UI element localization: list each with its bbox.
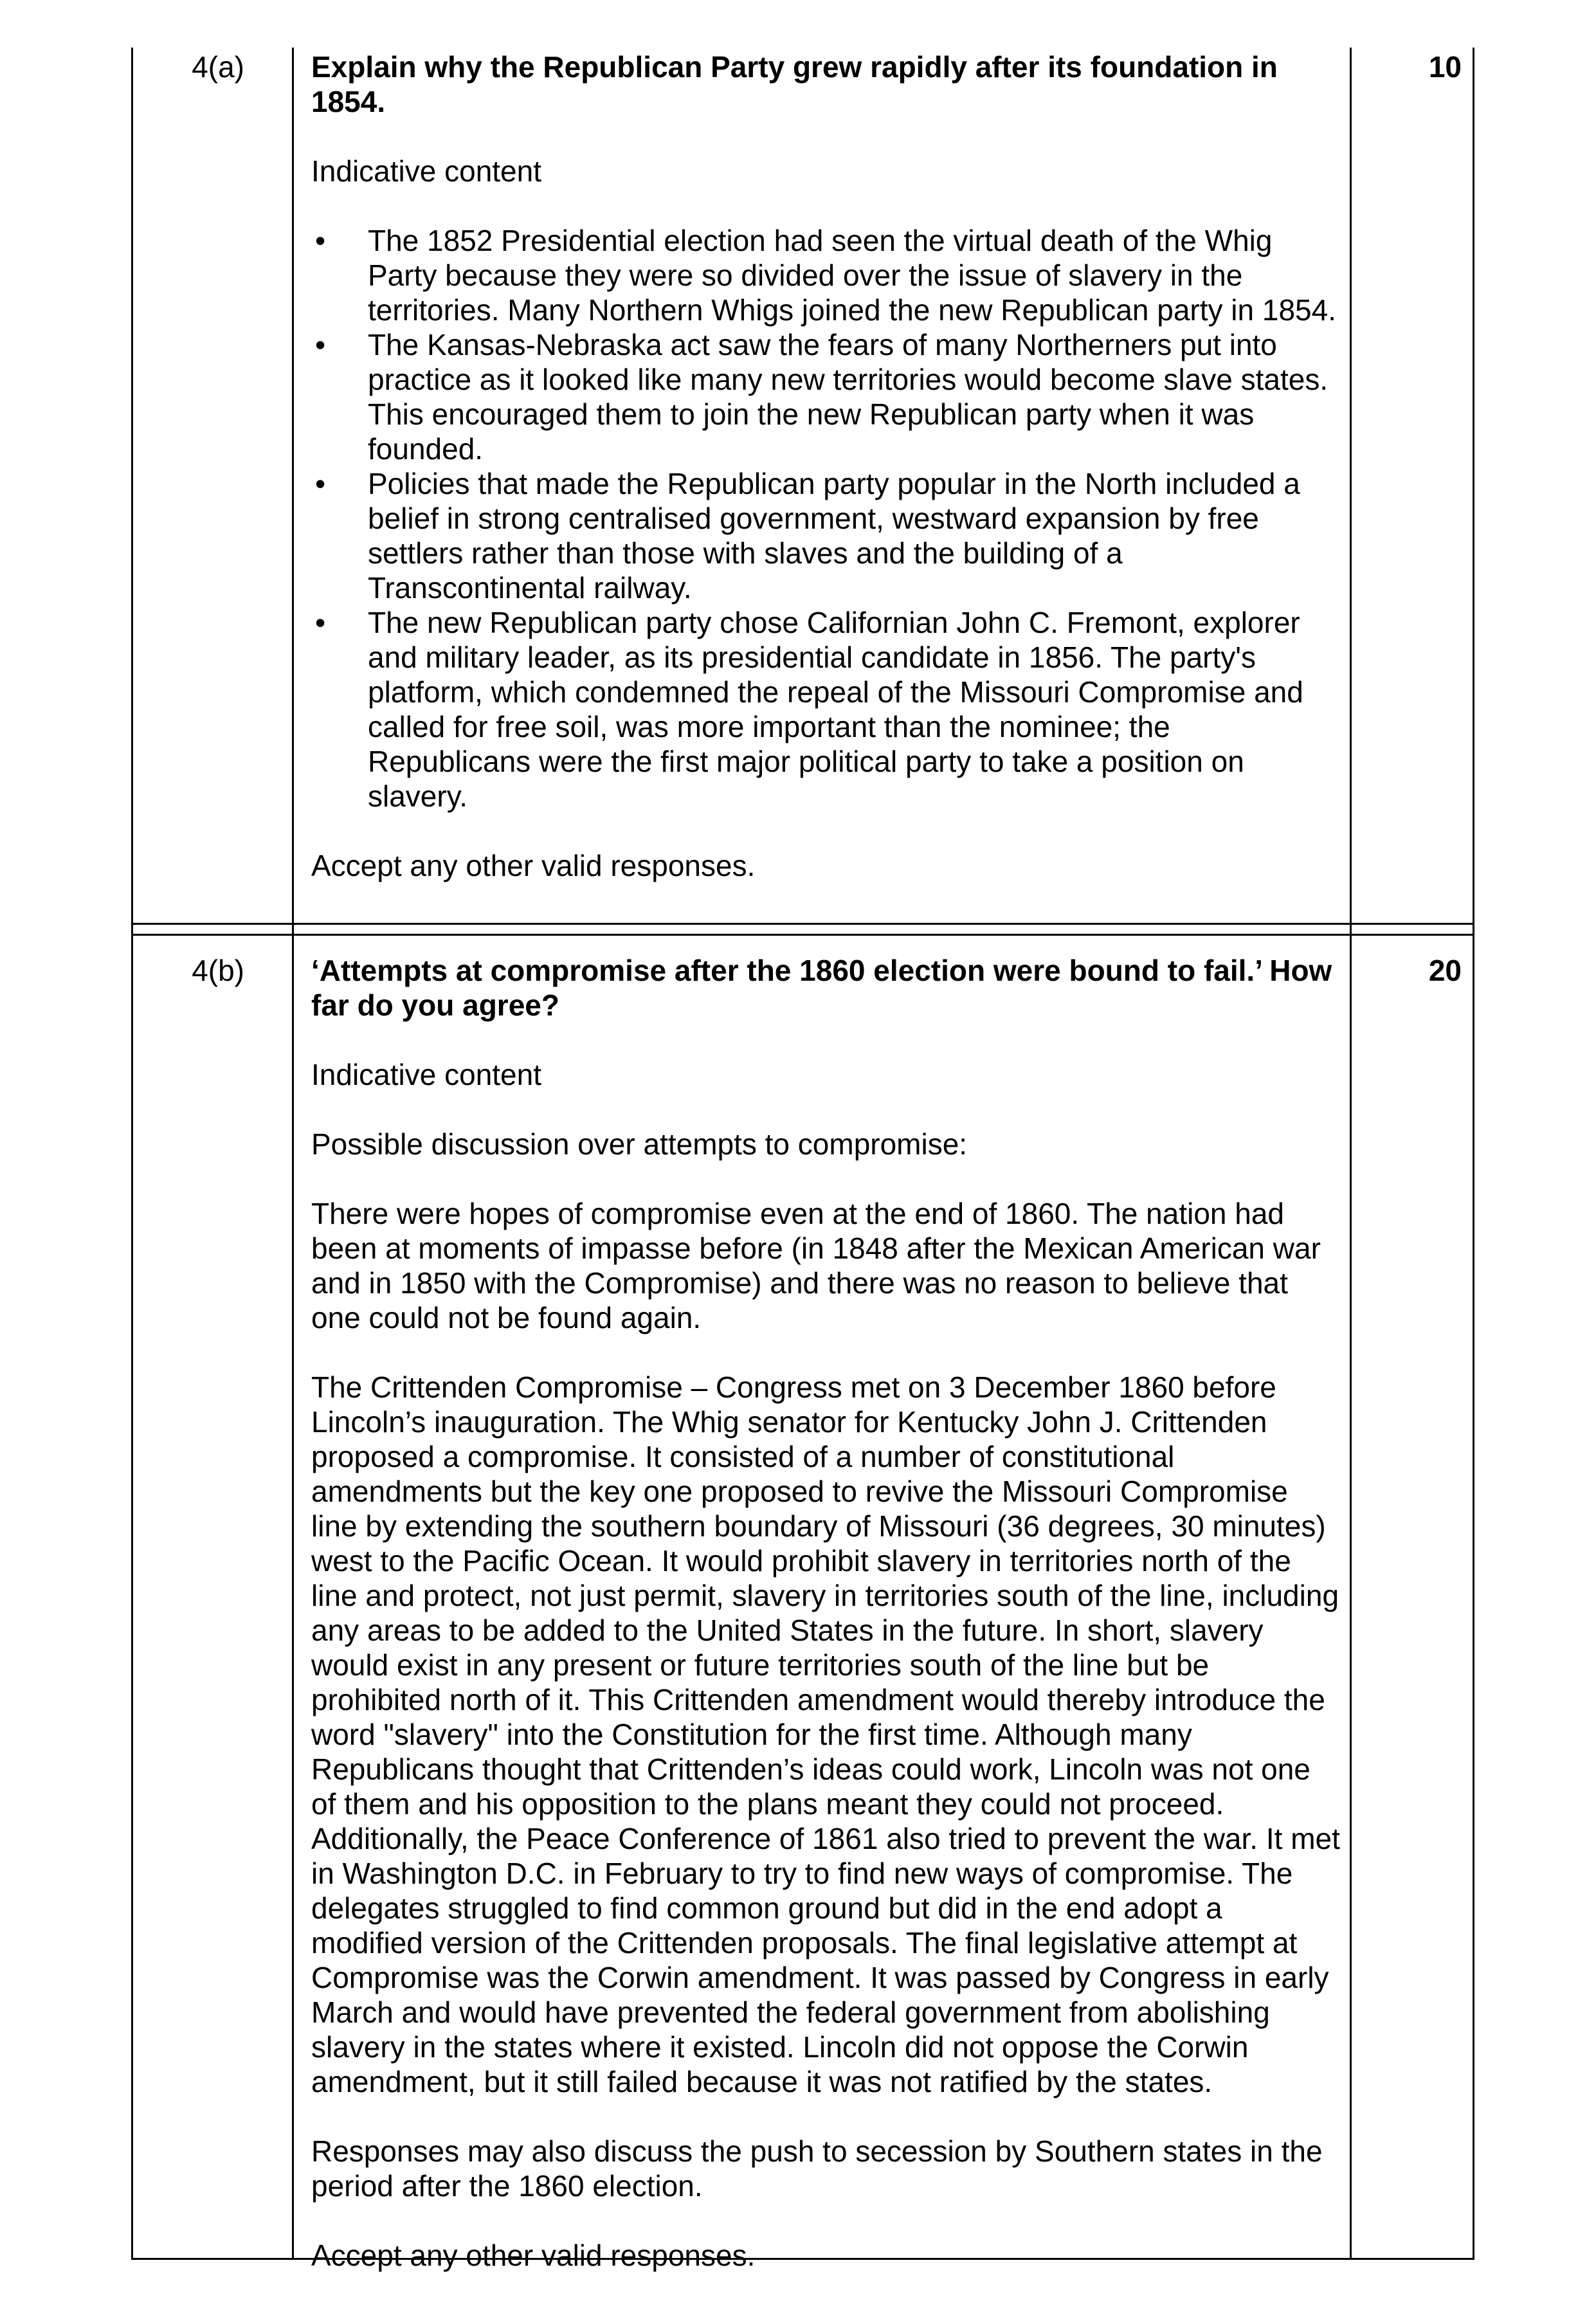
bullet-icon: • — [315, 606, 326, 639]
column-divider-2 — [1350, 48, 1352, 2260]
marks-4a: 10 — [1428, 50, 1462, 84]
question-number-4a: 4(a) — [192, 50, 244, 84]
list-item — [311, 327, 1340, 466]
paragraph: There were hopes of compromise even at the end of 1860. The nation had been at moments of impasse before (in 1848 after the Mexican American war and in 1850 with the Compromise) and there was no reason to believe that one could not be found again. — [311, 1197, 1321, 1334]
indicative-content-heading-4a: Indicative content — [311, 154, 542, 188]
question-text-4b: ‘Attempts at compromise after the 1860 election were bound to fail.’ How far do you agree? — [311, 954, 1332, 1022]
paragraph: Responses may also discuss the push to secession by Southern states in the period after the 1860 election. — [311, 2134, 1323, 2203]
bullet-text: The new Republican party chose Californian John C. Fremont, explorer and military leader, as its presidential candidate in 1856. The party's platform, which condemned the repeal of the Missouri Compromise and called for free soil, was more important than the nominee; the Republicans were the first major political party to take a position on slavery. — [368, 606, 1303, 813]
bullet-icon: • — [315, 467, 326, 500]
bullet-list-4a — [311, 223, 1340, 814]
question-number-4b: 4(b) — [192, 954, 244, 987]
bullet-icon: • — [315, 328, 326, 361]
closing-text-4b: Accept any other valid responses. — [311, 2239, 756, 2272]
list-item — [311, 223, 1340, 327]
bullet-icon: • — [315, 224, 326, 257]
table-left-border — [131, 48, 133, 2260]
bullet-text: The Kansas-Nebraska act saw the fears of many Northerners put into practice as it looked like many new territories would become slave states. This encouraged them to join the new Republican party when it was founded. — [368, 328, 1328, 466]
question-text-4a: Explain why the Republican Party grew rapidly after its foundation in 1854. — [311, 50, 1278, 118]
list-item — [311, 605, 1340, 814]
bullet-text: Policies that made the Republican party popular in the North included a belief in strong centralised government, westward expansion by free settlers rather than those with slaves and the building of a Transcontinental railway. — [368, 467, 1300, 605]
answer-content-4b — [311, 953, 1340, 2273]
paragraph: The Crittenden Compromise – Congress met on 3 December 1860 before Lincoln’s inauguration. The Whig senator for Kentucky John J. Crittenden proposed a compromise. It consisted of a number of constitutional amendments but the key one proposed to revive the Missouri Compromise line by extending the southern boundary of Missouri (36 degrees, 30 minutes) west to the Pacific Ocean. It would prohibit slavery in territories north of the line and protect, not just permit, slavery in territories south of the line, including any areas to be added to the United States in the future. In short, slavery would exist in any present or future territories south of the line but be prohibited north of it. This Crittenden amendment would thereby introduce the word "slavery" into the Constitution for the first time. Although many Republicans thought that Crittenden’s ideas could work, Lincoln was not one of them and his opposition to the plans meant they could not proceed. Additionally, the Peace Conference of 1861 also tried to prevent the war. It met in Washington D.C. in February to try to find new ways of compromise. The delegates struggled to find common ground but did in the end adopt a modified version of the Crittenden proposals. The final legislative attempt at Compromise was the Corwin amendment. It was passed by Congress in early March and would have prevented the federal government from abolishing slavery in the states where it existed. Lincoln did not oppose the Corwin amendment, but it still failed because it was not ratified by the states. — [311, 1370, 1340, 2098]
bullet-text: The 1852 Presidential election had seen the virtual death of the Whig Party because they were so divided over the issue of slavery in the territories. Many Northern Whigs joined the new Republican party in 1854. — [368, 224, 1336, 327]
paragraph: Possible discussion over attempts to compromise: — [311, 1127, 968, 1161]
column-divider-1 — [292, 48, 294, 2260]
table-right-border — [1473, 48, 1474, 2260]
list-item — [311, 466, 1340, 605]
row-separator-top — [131, 923, 1474, 925]
indicative-content-heading-4b: Indicative content — [311, 1058, 542, 1091]
row-separator-bottom — [131, 934, 1474, 936]
marks-4b: 20 — [1428, 954, 1462, 987]
answer-content-4a — [311, 50, 1340, 883]
closing-text-4a: Accept any other valid responses. — [311, 849, 756, 882]
